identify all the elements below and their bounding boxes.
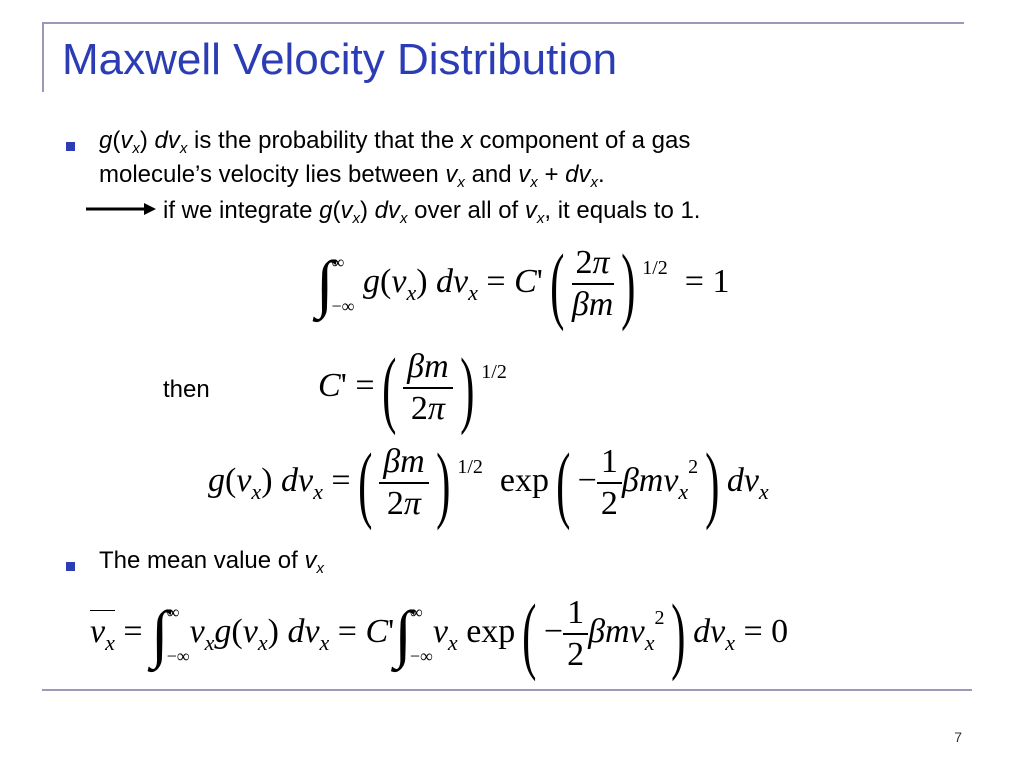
v-symbol: v <box>120 127 133 154</box>
x-subscript: x <box>352 210 360 227</box>
x-subscript: x <box>399 210 408 227</box>
paren-close: ) <box>139 127 155 154</box>
text: The mean value of <box>99 547 305 574</box>
text: + <box>537 161 566 188</box>
normalization-equation: ∫ ∞ −∞ $g(v_x) dv_x = C'$( $\frac{2\pi}{\beta m}$ ) $^{1/2}$ = 1 <box>316 236 730 332</box>
paren-open: ( <box>332 197 341 224</box>
dv-symbol: dv <box>374 197 400 224</box>
distribution-equation: $g(v_x)$ $dv_x$ =( $\frac{\beta m}{2\pi}$ ) $^{1/2}$ exp( − $\frac{1}{2}$ βmv$_x^2$) $dv_x$ <box>208 435 769 531</box>
fraction: $\frac{\beta m}{2\pi}$ <box>403 347 453 429</box>
x-subscript: x <box>590 174 599 191</box>
v-symbol: v <box>445 161 458 188</box>
bullet-marker-2 <box>66 562 75 571</box>
integral-sign: ∫ <box>394 598 412 669</box>
text: if we integrate <box>163 197 320 224</box>
c-prime-equation: C' =( $\frac{\beta m}{2\pi}$ ) $^{1/2}$ <box>318 340 507 436</box>
dv-symbol: dv <box>154 127 180 154</box>
g-symbol: g <box>319 197 333 224</box>
page-number: 7 <box>954 729 962 745</box>
integral-sign: ∫ <box>316 248 334 319</box>
text: . <box>598 161 605 188</box>
integral-sign: ∫ <box>151 598 169 669</box>
x-subscript: x <box>457 174 465 191</box>
paren-close: ) <box>359 197 375 224</box>
slide-title: Maxwell Velocity Distribution <box>62 35 618 84</box>
frame-left-rule <box>42 22 44 92</box>
v-symbol: v <box>304 547 317 574</box>
fraction: $\frac{\beta m}{2\pi}$ <box>379 442 429 524</box>
g-symbol: g <box>99 127 113 154</box>
fraction: $\frac{1}{2}$ <box>563 593 588 675</box>
dv-symbol: dv <box>565 161 591 188</box>
integral-limits: ∞ −∞ <box>409 602 433 666</box>
integral-limits: ∞ −∞ <box>331 252 355 316</box>
integral-limits: ∞ −∞ <box>166 602 190 666</box>
x-subscript: x <box>530 174 538 191</box>
frame-top-rule <box>42 22 964 24</box>
text: and <box>464 161 519 188</box>
v-symbol: v <box>518 161 531 188</box>
v-symbol: v <box>340 197 353 224</box>
text: molecule’s velocity lies between <box>99 161 446 188</box>
x-subscript: x <box>179 140 188 157</box>
x-subscript: x <box>132 140 140 157</box>
text: component of a gas <box>472 127 691 154</box>
bullet-marker-1 <box>66 142 75 151</box>
text: over all of <box>407 197 525 224</box>
x-subscript: x <box>316 560 324 577</box>
footer-rule <box>42 689 972 691</box>
fraction: $\frac{2\pi}{\beta m}$ <box>571 244 614 323</box>
right-arrow-icon <box>86 201 156 217</box>
paren-open: ( <box>112 127 121 154</box>
x-subscript: x <box>536 210 545 227</box>
mean-value-equation: $v_x$ = ∫ ∞ −∞ $v_xg(v_x) dv_x = C'\int$ ∞ −∞ $v_x$ exp( − $\frac{1}{2}$ βmv$_x^2$) $dv_x = 0$ <box>90 586 789 682</box>
integration-note <box>163 196 700 226</box>
x-symbol: x <box>460 127 473 154</box>
fraction: $\frac{1}{2}$ <box>597 442 622 524</box>
text: , it equals to 1. <box>544 197 701 224</box>
bullet1-line2 <box>99 160 605 190</box>
bullet2-text <box>99 546 324 576</box>
text: is the probability that the <box>187 127 461 154</box>
bullet1-line1 <box>99 126 690 156</box>
then-label: then <box>163 376 210 403</box>
v-symbol: v <box>524 197 537 224</box>
